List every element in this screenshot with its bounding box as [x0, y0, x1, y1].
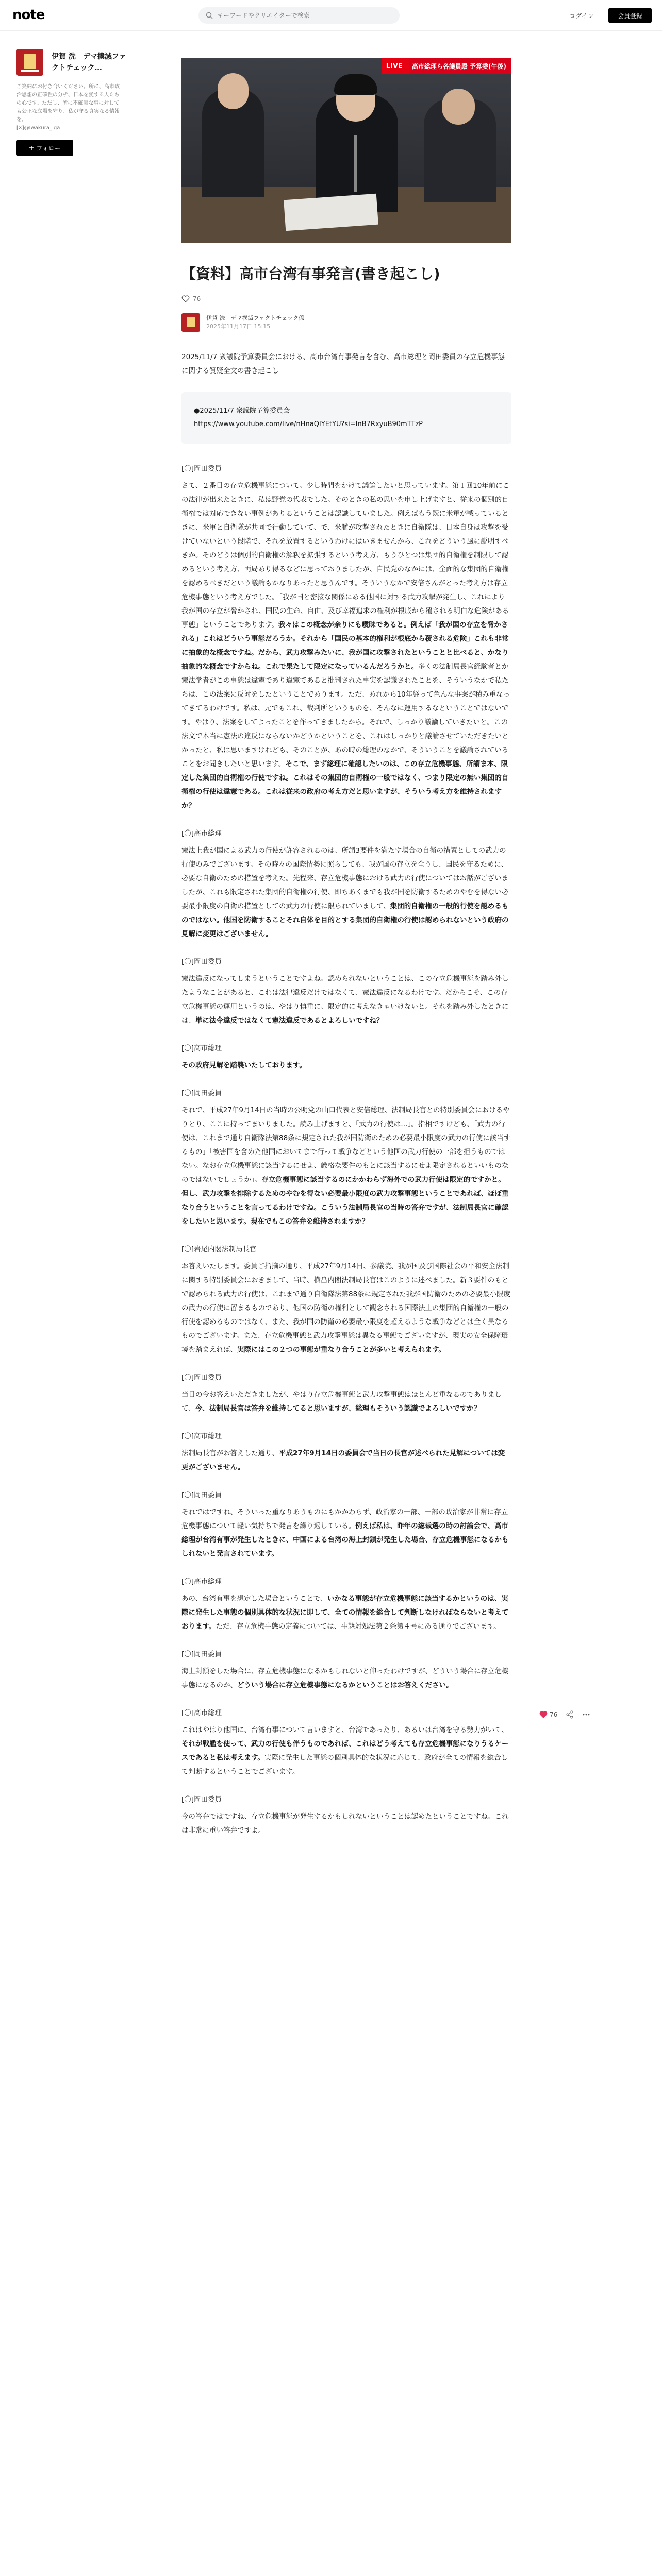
speech-segment: 当日の今お答えいただきましたが、やはり存立危機事態と武力攻撃事態はほとんど重なるのでありまして、 — [181, 1391, 502, 1413]
live-label: LIVE — [382, 58, 407, 74]
author-name[interactable]: 伊賀 洗 デマ撲滅ファクトチェック係 — [206, 315, 304, 321]
speech-text — [181, 479, 511, 813]
speaker-label: [〇]高市総理 — [181, 1578, 222, 1586]
more-icon[interactable] — [582, 1710, 590, 1719]
speech-text — [181, 1260, 511, 1357]
speaker-label: [〇]岡田委員 — [181, 1650, 222, 1658]
transcript-block — [181, 1488, 511, 1561]
creator-bio: ご笑納にお付き合いください。所に、高市政治思想の正確性の分析、日本を愛する人たちの心です。ただし、所に不確実な事に対しても公正な立場を守り、私が守る真実なる情報を。 — [16, 84, 120, 123]
speech-text — [181, 1810, 511, 1838]
speech-segment: あの、台湾有事を想定した場合ということで、 — [181, 1595, 327, 1603]
emphasis-text: それが戦艦を使って、武力の行使も伴うものであれば、これはどう考えても存立危機事態になりうるケースであると私は考えます。 — [181, 1740, 509, 1762]
emphasis-text: 平成27年9月14日の委員会で当日の長官が述べられた見解については変更がございません。 — [181, 1449, 505, 1471]
publish-date: 2025年11月17日 15:15 — [206, 323, 271, 330]
emphasis-text: どういう場合に存立危機事態になるかということはお答えください。 — [237, 1681, 453, 1689]
emphasis-text: 存立危機事態に該当するのにかかわらず海外での武力行使は限定的ですかと。但し、武力攻撃を排除するためのやむを得ない必要最小限度の武力攻撃事態ということであれば、ほぼ重なり合うということを言ってるわけですね。こういう法制局長官の当時の答弁ですが、法制局長官に確認をしたいと思います。現在でもこの答弁を維持されますか？ — [181, 1176, 509, 1226]
emphasis-text: 実際にはこの２つの事態が重なり合うことが多いと考えられます。 — [237, 1346, 445, 1354]
speaker-label: [〇]高市総理 — [181, 1432, 222, 1440]
speaker-label: [〇]岡田委員 — [181, 1491, 222, 1499]
speaker-label: [〇]岡田委員 — [181, 465, 222, 473]
speech-text — [181, 1388, 511, 1416]
speech-segment: 憲法上我が国による武力の行使が許容されるのは、所謂3要件を満たす場合の自衛の措置としての武力の行使のみでございます。その時々の国際情勢に照らしても、我が国の存立を全うし、国民を守るために、必要な自衛のための措置を考えた。先程来、存立危機事態における武力の行使についてはお話がございましたが、これも限定された集団的自衛権の行使、即ちあくまでも我が国を防衛するためのやむを得ない必要最小限度の自衛の措置としての武力の行使に限られていまして、 — [181, 846, 509, 910]
like-button[interactable] — [181, 295, 201, 303]
signup-button[interactable]: 会員登録 — [608, 8, 652, 23]
transcript-block — [181, 827, 511, 941]
speech-segment: それで、平成27年9月14日の当時の公明党の山口代表と安倍総理、法制局長官との特別委員会におけるやりとり、ここに持ってまいりました。読み上げますと、「武力の行使は…」。指相ですけども、「武力の行使は、これまで通り自衛隊法第88条に規定された我が国防衛のための必要最小限度の武力の行使に該当するもの」「被害国を含めた他国においてまで行って戦争などという他国の武力行使の一部を担うものではない。なお存立危機事態に該当するにせよ、厳格な要件のもとに該当するにせよ限定されるといいものなのではないでしょうか」。 — [181, 1106, 511, 1184]
article-actions — [181, 295, 511, 303]
heart-icon — [539, 1710, 548, 1719]
broadcast-caption: 高市総理ら各議員殿 予算委(午後) — [407, 58, 511, 74]
speaker-label: [〇]岩尾内閣法制局長官 — [181, 1245, 257, 1253]
speech-text — [181, 1059, 511, 1073]
article-body — [181, 350, 511, 1838]
emphasis-text: 今、法制局長官は答弁を維持してると思いますが、総理もそういう認識でよろしいですか？ — [195, 1404, 481, 1413]
floating-like-count: 76 — [550, 1711, 558, 1718]
hero-image — [181, 58, 511, 243]
speech-text — [181, 1104, 511, 1229]
speech-text — [181, 972, 511, 1028]
speech-segment: それではですね、そういった重なりあうものにもかかわらず、政治家の一部、一部の政治家が非常に存立危機事態について軽い気持ちで発言を繰り返している。 — [181, 1508, 508, 1530]
emphasis-text: そこで、まず総理に確認したいのは、この存立危機事態、所謂ま本、限定した集団的自衛権の行使ですね。これはその集団的自衛権の一般ではなく、つまり限定の無い集団的自衛権の行使は違憲である。これは従来の政府の考え方だと思いますが、そういう考え方を維持されますか？ — [181, 760, 509, 810]
video-link[interactable]: https://www.youtube.com/live/nHnaQIYEtYU?si=InB7RxyuB90mTTzP — [194, 420, 423, 428]
transcript-block — [181, 1042, 511, 1073]
speech-text — [181, 1592, 511, 1634]
search-icon — [206, 12, 213, 19]
speech-segment: 法制局長官がお答えした通り、 — [181, 1449, 279, 1458]
speech-segment: 実際に発生した事態の個別具体的な状況に応じて、政府が全ての情報を総合して判断するということでございます。 — [181, 1754, 508, 1776]
speech-segment: 今の答弁ではですね、存立危機事態が発生するかもしれないということは認めたということですね。これは非常に重い答弁ですよ。 — [181, 1812, 509, 1835]
speech-text — [181, 1723, 511, 1779]
search-input[interactable] — [217, 12, 382, 19]
embed-title: ●2025/11/7 衆議院予算委員会 — [194, 407, 290, 415]
speaker-label: [〇]高市総理 — [181, 1709, 222, 1717]
transcript-block — [181, 1087, 511, 1229]
speaker-label: [〇]岡田委員 — [181, 1089, 222, 1097]
site-header — [0, 0, 662, 31]
like-count: 76 — [193, 295, 201, 302]
emphasis-text: その政府見解を踏襲いたしております。 — [181, 1061, 306, 1070]
transcript — [181, 462, 511, 1838]
floating-actions — [539, 1710, 590, 1719]
transcript-block — [181, 1243, 511, 1357]
creator-avatar[interactable] — [16, 49, 43, 76]
emphasis-text: 単に法令違反ではなくて憲法違反であるとよろしいですね？ — [195, 1016, 384, 1025]
speaker-label: [〇]高市総理 — [181, 829, 222, 838]
creator-sidebar — [16, 49, 127, 156]
speech-segment: さて、２番目の存立危機事態について。少し時間をかけて議論したいと思っています。第１回10年前にこの法律が出来たときに、私は野党の代表でした。そのときの私の思いを申し上げますと、従来の個別的自衛権では対応できない事例がありるということは認識していました。例えばもう既に米軍が戦っているときに、米軍と自衛隊が共同で行動していて、で、米艦が攻撃されたときに自衛隊は、日本自身は攻撃を受けていないという段階で、それを放置するというわけにはいきませんから、これをどういう風に説明すべきか。そのどうは個別的自衛権の解釈を拡張するという考え方、もうひとつは集団的自衛権を制限して認めるという考え方、両局あり得るなどに思っておりましたが、自民党のなかには、全面的な集団的自衛権を認めるべきだという議論もかなりあったと思うんです。そういうなかで安倍さんがとった考え方は存立危機事態という考え方でした。「我が国と密接な関係にある他国に対する武力攻撃が発生し、これにより我が国の存立が脅かされ、国民の生命、自由、及び幸福追求の権利が根底から覆される明白な危険がある事態」ということであります。 — [181, 482, 510, 629]
speaker-label: [〇]高市総理 — [181, 1044, 222, 1053]
speech-segment: 憲法違反になってしまうということですよね。認められないということは、この存立危機事態を踏み外したようなことがあると、これは法律違反だけではなくて、憲法違反になるわけです。だからこそ、この存立危機事態の運用というのは、やはり慎重に、限定的に考えなきゃいけないと。それを踏み外したときには、 — [181, 975, 509, 1025]
transcript-block — [181, 1371, 511, 1416]
live-badge — [382, 58, 511, 74]
transcript-block — [181, 1793, 511, 1838]
follow-button[interactable] — [16, 140, 73, 156]
speech-text — [181, 1505, 511, 1561]
heart-icon — [181, 295, 190, 303]
creator-name[interactable]: 伊賀 洗 デマ撲滅ファクトチェック… — [52, 53, 126, 72]
note-logo[interactable]: note — [12, 7, 45, 23]
share-icon[interactable] — [566, 1710, 574, 1719]
speech-text — [181, 844, 511, 941]
transcript-block — [181, 1648, 511, 1692]
login-button[interactable]: ログイン — [569, 12, 594, 20]
speech-segment: 多くの法制局長官経験者とか憲法学者がこの事態は違憲であり違憲であると批判された事実を認識されたことを、そういうなかで私たちは、この法案に反対をしたということであります。ただ、あれから10年経って色んな事案が積み重なってきてるわけです。私は、元でもこれ、裁判所というものを、そんなに運用するなということではないです。やはり、法案をしてよったことを作ってきましたから。それで、しっかり議論していきたいと。この法文で本当に憲法の違反にならないかどうかということを、これはしっかりと議論させていただきたいとかったと、私は思いますけれども、そのことが、あの時の総理のなかで、そういうことを議論されていることをお聞きしたいと思います。 — [181, 663, 510, 768]
speaker-label: [〇]岡田委員 — [181, 958, 222, 966]
search-box[interactable] — [198, 7, 400, 24]
emphasis-text: いかなる事態が存立危機事態に該当するかというのは、実際に発生した事態の個別具体的な状況に即して、全ての情報を総合して判断しなければならないと考えております。 — [181, 1595, 509, 1631]
transcript-block — [181, 462, 511, 813]
follow-icon — [29, 145, 34, 150]
speech-segment: 海上封鎖をした場合に、存立危機事態になるかもしれないと仰ったわけですが、どういう場合に存立危機事態になるのか、 — [181, 1667, 509, 1689]
speech-text — [181, 1447, 511, 1475]
article-author[interactable] — [181, 313, 511, 332]
speech-segment: ただ、存立危機事態の定義については、事態対処法第２条第４号にある通りでございます。 — [216, 1622, 501, 1631]
floating-like[interactable] — [539, 1710, 557, 1719]
article — [181, 58, 511, 1852]
speech-text — [181, 1665, 511, 1692]
emphasis-text: 集団的自衛権の一般的行使を認めるものではない。他国を防衛することそれ自体を目的とする集団的自衛権の行使は認められないという政府の見解に変更はございません。 — [181, 902, 509, 938]
creator-description — [16, 83, 122, 132]
speech-segment: これはやはり他国に、台湾有事について言いますと、台湾であったり、あるいは台湾を守る勢力がいて、 — [181, 1726, 508, 1734]
speaker-label: [〇]岡田委員 — [181, 1795, 222, 1804]
creator-handle: [X]@Iwakura_Iga — [16, 125, 60, 131]
speech-segment: お答えいたします。委員ご指摘の通り、平成27年9月14日、参議院、我が国及び国際社会の平和安全法制に関する特別委員会におきまして、当時、横畠内閣法制局長官はこのように述べました。新３要件のもとで認められる武力の行使は、これまで通り自衛隊法第88条に規定された我が国防衛のための必要最小限度の武力の行使に留まるものであり、他国の防衛の権利として観念される国際法上の集団的自衛権の一般の行使を認めるものではなく、また、我が国の防衛の必要最小限度を超えるような戦争などとは全く異なるものでございます。また、存立危機事態と武力攻撃事態は異なる事態でございますが、現実の安全保障環境を踏まえれば、 — [181, 1262, 511, 1354]
speaker-label: [〇]岡田委員 — [181, 1374, 222, 1382]
transcript-block — [181, 1706, 511, 1779]
article-intro: 2025/11/7 衆議院予算委員会における、高市台湾有事発言を含む、高市総理と岡田委員の存立危機事態に関する質疑全文の書き起こし — [181, 353, 505, 375]
video-embed — [181, 392, 511, 444]
transcript-block — [181, 1430, 511, 1475]
transcript-block — [181, 1575, 511, 1634]
follow-label: フォロー — [36, 144, 61, 152]
author-avatar[interactable] — [181, 313, 200, 332]
emphasis-text: 例えば私は、昨年の総裁選の時の討論会で、高市総理が台湾有事が発生したときに、中国による台湾の海上封鎖が発生した場合、存立危機事態になるかもしれないと発言されています。 — [181, 1522, 509, 1558]
emphasis-text: 我々はこの概念が余りにも曖昧であると。例えば「我が国の存立を脅かされる」これはどういう事態だろうか。それから「国民の基本的権利が根底から覆される危険」これも非常に抽象的な概念ですね。だから、武力攻撃みたいに、我が国に攻撃されたということと比べると、かなり抽象的な概念ですからね。これで果たして限定になっているんだろうかと。 — [181, 621, 509, 671]
transcript-block — [181, 955, 511, 1028]
article-title: 【資料】高市台湾有事発言(書き起こし) — [181, 265, 440, 282]
